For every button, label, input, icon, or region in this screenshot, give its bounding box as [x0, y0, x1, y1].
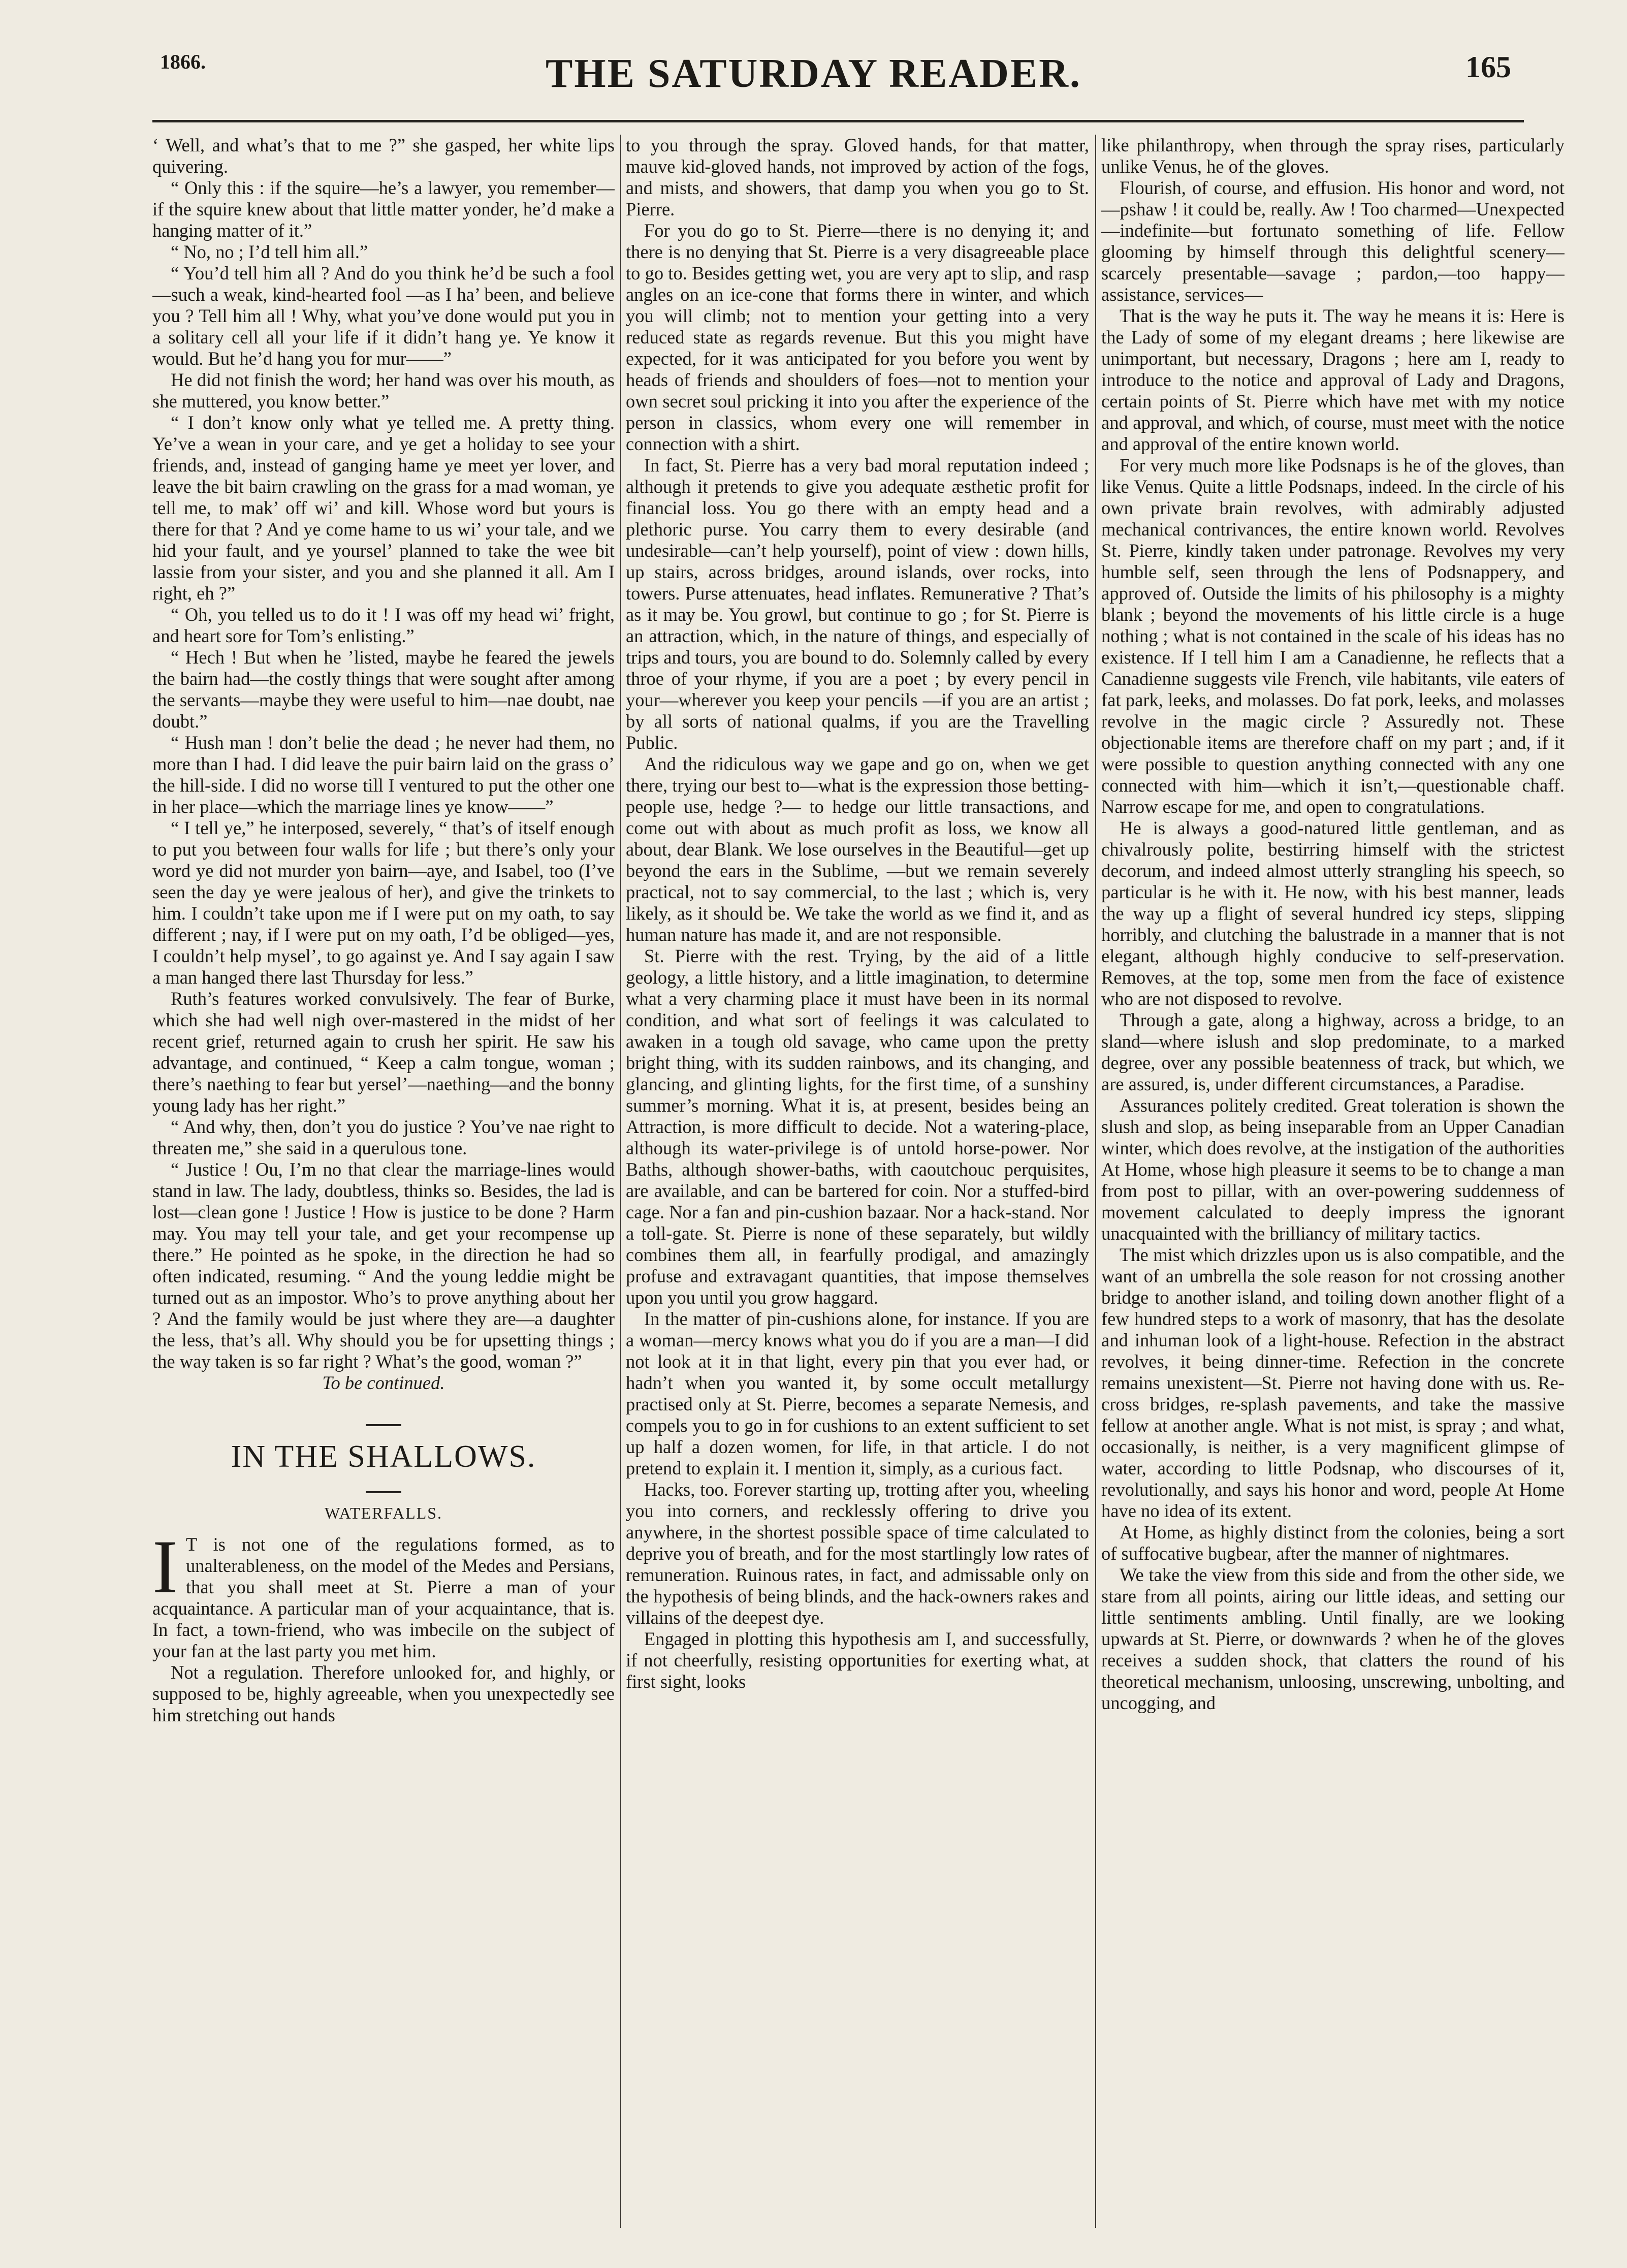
publication-title: THE SATURDAY READER. [546, 51, 1081, 96]
paragraph: to you through the spray. Gloved hands, for that matter, mauve kid-gloved hands, not improved by action of the fogs, and mists, and showers, that damp you when you go to St. Pierre. [626, 135, 1089, 219]
paragraph: “ I tell ye,” he interposed, severely, “ that’s of itself enough to put you between four walls for life ; but there’s only your word ye did not murder yon bairn—aye, and Isabel, too (I’ve seen the day ye were jealous of her), and give the trinkets to him. I couldn’t take upon me if I were put on my oath, to say different ; nay, if I were put on my oath, I’d be obliged—yes, I couldn’t help mysel’, to go against ye. And I say again I saw a man hanged there last Thursday for less.” [152, 817, 615, 988]
paragraph: Engaged in plotting this hypothesis am I, and successfully, if not cheerfully, resisting opportunities for exerting what, at first sight, looks [626, 1628, 1089, 1692]
column-2 [626, 135, 1089, 2233]
paragraph: Hacks, too. Forever starting up, trotting after you, wheeling you into corners, and recklessly offering to drive you anywhere, in the shortest possible space of time calculated to deprive you of breath, and for the most startlingly low rates of remuneration. Ruinous rates, in fact, and admissable only on the hypothesis of being blinds, and the hack-owners rakes and villains of the deepest dye. [626, 1479, 1089, 1628]
paragraph: In fact, St. Pierre has a very bad moral reputation indeed ; although it pretends to give you adequate æsthetic profit for financial loss. You go there with an empty head and a plethoric purse. You carry them to every desirable (and undesirable—can’t help yourself), point of view : down hills, up stairs, across bridges, around islands, over rocks, into towers. Purse attenuates, head inflates. Remunerative ? That’s as it may be. You growl, but continue to go ; for St. Pierre is an attraction, which, in the nature of things, and especially of trips and tours, you are bound to do. Solemnly called by every throe of your rhyme, if you are a poet ; by every pencil in your—wherever you keep your pencils —if you are an artist ; by all sorts of national qualms, if you are the Travelling Public. [626, 455, 1089, 753]
to-be-continued-note: To be continued. [322, 1372, 445, 1393]
paragraph: The mist which drizzles upon us is also compatible, and the want of an umbrella the sole reason for not crossing another bridge to another island, and toiling down another flight of a few hundred steps to a work of masonry, that has the desolate and inhuman look of a light-house. Refection in the abstract revolves, it being dinner-time. Refection in the concrete remains unexistent—St. Pierre not having done with us. Re-cross bridges, re-splash pavements, and take the massive fellow at another angle. What is not mist, is spray ; and what, occasionally, is neither, is a very magnificent glimpse of water, according to little Podsnap, who discourses of it, revolutionally, and says his honor and word, people At Home have no idea of its extent. [1101, 1244, 1565, 1521]
paragraph: like philanthropy, when through the spray rises, particularly unlike Venus, he of the gloves. [1101, 135, 1565, 177]
column-3 [1101, 135, 1565, 2233]
opening-text: T is not one of the regulations formed, as to unalterableness, on the model of the Medes and Persians, that you shall meet at St. Pierre a man of your acquaintance. A particular man of your acquaintance, that is. In fact, a town-friend, who was imbecile on the subject of your fan at the last party you met him. [152, 1534, 615, 1661]
paragraph: “ Oh, you telled us to do it ! I was off my head wi’ fright, and heart sore for Tom’s enlisting.” [152, 604, 615, 646]
paragraph: That is the way he puts it. The way he means it is: Here is the Lady of some of my elegant dreams ; here likewise are unimportant, but necessary, Dragons ; here am I, ready to introduce to the notice and approval of Lady and Dragons, certain points of St. Pierre which have met with my notice and approval, and which, of course, must meet with the notice and approval of the entire known world. [1101, 305, 1565, 454]
paragraph: Flourish, of course, and effusion. His honor and word, not—pshaw ! it could be, really. Aw ! Too charmed—Unexpected—indefinite—but fortunato something of life. Fellow glooming by himself through this delightful scenery—scarcely presentable—savage ; pardon,—too happy—assistance, services— [1101, 177, 1565, 305]
paragraph: St. Pierre with the rest. Trying, by the aid of a little geology, a little history, and a little imagination, to determine what a very charming place it must have been in its normal condition, and what sort of feelings it was calculated to awaken in a tough old savage, who came upon the pretty bright thing, with its sudden rainbows, and its changing, and glancing, and glinting lights, for the first time, of a sunshiny summer’s morning. What it is, at present, besides being an Attraction, is more difficult to decide. Not a watering-place, although its water-privilege is of untold horse-power. Nor Baths, although shower-baths, with caoutchouc perquisites, are available, and can be bartered for coin. Nor a stuffed-bird cage. Nor a fan and pin-cushion bazaar. Nor a hack-stand. Nor a toll-gate. St. Pierre is none of these separately, but wildly combines them all, in fearfully prodigal, and amazingly profuse and extravagant quantities, that impose themselves upon you until you grow haggard. [626, 946, 1089, 1308]
paragraph: “ Justice ! Ou, I’m no that clear the marriage-lines would stand in law. The lady, doubtless, thinks so. Besides, the lad is lost—clean gone ! Justice ! How is justice to be done ? Harm may. You may tell your tale, and get your recompense up there.” He pointed as he spoke, in the direction he had so often indicated, resuming. “ And the young leddie might be turned out as an impostor. Who’s to prove anything about her ? And the family would be just where they are—a daughter the less, that’s all. Why should you be for upsetting things ; the way taken is so far right ? What’s the good, woman ?” [152, 1159, 615, 1372]
subheading: WATERFALLS. [324, 1504, 443, 1522]
paragraph: We take the view from this side and from the other side, we stare from all points, airing our little ideas, and setting our little sentiments ambling. Until finally, are we looking upwards at St. Pierre, or downwards ? when he of the gloves receives a sudden shock, that clatters the round of his theoretical mechanism, unloosing, unscrewing, unbolting, and uncogging, and [1101, 1564, 1565, 1713]
header-rule [152, 120, 1524, 122]
paragraph: He did not finish the word; her hand was over his mouth, as she muttered, you know better.” [152, 369, 615, 412]
paragraph: Not a regulation. Therefore unlooked for, and highly, or supposed to be, highly agreeable, when you unexpectedly see him stretching out hands [152, 1662, 615, 1725]
masthead [0, 0, 1627, 127]
paragraph: ‘ Well, and what’s that to me ?” she gasped, her white lips quivering. [152, 135, 615, 177]
subhead-rule [366, 1491, 401, 1493]
paragraph: Ruth’s features worked convulsively. The fear of Burke, which she had well nigh over-mastered in the midst of her recent grief, returned again to crush her spirit. He saw his advantage, and continued, “ Keep a calm tongue, woman ; there’s naething to fear but yersel’—naething—and the bonny young lady has her right.” [152, 988, 615, 1116]
paragraph: And the ridiculous way we gape and go on, when we get there, trying our best to—what is the expression those betting-people use, hedge ?— to hedge our little transactions, and come out with about as much profit as loss, we know all about, dear Blank. We lose ourselves in the Beautiful—get up beyond the ears in the Sublime, —but we remain severely practical, not to say commercial, to the last ; which is, very likely, as it should be. We take the world as we find it, and as human nature has made it, and are not responsible. [626, 753, 1089, 945]
section-rule [366, 1424, 401, 1426]
paragraph: “ No, no ; I’d tell him all.” [171, 241, 368, 262]
paragraph: “ And why, then, don’t you do justice ? You’ve nae right to threaten me,” she said in a querulous tone. [152, 1116, 615, 1158]
drop-cap: I [152, 1525, 178, 1609]
section-title: IN THE SHALLOWS. [231, 1439, 536, 1474]
paragraph: Assurances politely credited. Great toleration is shown the slush and slop, as being inseparable from an Upper Canadian winter, which does revolve, at the instigation of the authorities At Home, whose high pleasure it seems to be to change a man from post to pillar, with an over-powering suddenness of movement calculated to deeply impress the ignorant unacquainted with the brilliancy of military tactics. [1101, 1095, 1565, 1244]
column-1 [152, 135, 615, 2233]
column-divider [1095, 135, 1096, 2228]
paragraph: For very much more like Podsnaps is he of the gloves, than like Venus. Quite a little Podsnaps, indeed. In the circle of his own private brain revolves, with admirably adjusted mechanical contrivances, the entire known world. Revolves St. Pierre, kindly taken under patronage. Revolves my very humble self, seen through the lens of Podsnappery, and approved of. Outside the limits of his philosophy is a mighty blank ; beyond the movements of his little circle is a huge nothing ; what is not contained in the scale of his ideas has no existence. If I tell him I am a Canadienne, he reflects that a Canadienne suggests vile French, vile habitants, vile eaters of fat park, leeks, and molasses. Do fat pork, leeks, and molasses revolve in the magic circle ? Assuredly not. These objectionable items are therefore chaff on my part ; and, if it were possible to question anything connected with any one connected with him—which it isn’t,—questionable chaff. Narrow escape for me, and open to congratulations. [1101, 455, 1565, 817]
paragraph: At Home, as highly distinct from the colonies, being a sort of suffocative bugbear, after the manner of nightmares. [1101, 1522, 1565, 1564]
paragraph: For you do go to St. Pierre—there is no denying it; and there is no denying that St. Pierre is a very disagreeable place to go to. Besides getting wet, you are very apt to slip, and rasp angles on an ice-cone that forms there in winter, and which you will climb; not to mention your getting into a very reduced state as regards revenue. But this you might have expected, for it was anticipated for you before you went by heads of friends and shoulders of foes—not to mention your own secret soul pricking it into you after the experience of the person in classics, whom every one will remember in connection with a shirt. [626, 220, 1089, 454]
paragraph: “ Only this : if the squire—he’s a lawyer, you remember—if the squire knew about that little matter yonder, he’d make a hanging matter of it.” [152, 177, 615, 241]
paragraph: He is always a good-natured little gentleman, and as chivalrously polite, bestirring himself with the strictest decorum, and indeed almost utterly strangling his speech, so particular is he with it. He now, with his best manner, leads the way up a flight of several hundred icy steps, slipping horribly, and clutching the balustrade in a manner that is not elegant, although highly conducive to self-preservation. Removes, at the top, some men from the face of existence who are not disposed to revolve. [1101, 817, 1565, 1009]
page-number: 165 [1465, 50, 1511, 84]
issue-year: 1866. [160, 50, 206, 73]
paragraph: “ I don’t know only what ye telled me. A pretty thing. Ye’ve a wean in your care, and ye get a holiday to see your friends, and, instead of ganging hame ye meet yer lover, and leave the bit bairn crawling on the grass for a mad woman, ye tell me, to mak’ off wi’ and kill. Whose word but yours is there for that ? And ye come hame to us wi’ your tale, and we hid your fault, and ye yoursel’ planned to take the wee bit lassie from your sister, and you and she planned it all. Am I right, eh ?” [152, 412, 615, 604]
paragraph: Through a gate, along a highway, across a bridge, to an sland—where islush and slop predominate, to a marked degree, over any possible beatenness of track, but which, we are assured, is, under different circumstances, a Paradise. [1101, 1010, 1565, 1094]
paragraph: “ Hech ! But when he ’listed, maybe he feared the jewels the bairn had—the costly things that were sought after among the servants—maybe they were useful to him—nae doubt, nae doubt.” [152, 647, 615, 732]
paragraph: “ You’d tell him all ? And do you think he’d be such a fool—such a weak, kind-hearted fool —as I ha’ been, and believe you ? Tell him all ! Why, what you’ve done would put you in a solitary cell all your life if it didn’t hang ye. Ye know it would. But he’d hang you for mur——” [152, 263, 615, 369]
paragraph: In the matter of pin-cushions alone, for instance. If you are a woman—mercy knows what you do if you are a man—I did not look at it in that light, every pin that you ever had, or hadn’t when you wanted it, by some occult metallurgy practised only at St. Pierre, becomes a separate Nemesis, and compels you to go in for cushions to an extent sufficient to set up half a dozen women, for life, in that article. I do not pretend to explain it. I mention it, simply, as a curious fact. [626, 1308, 1089, 1478]
opening-paragraph [152, 1525, 615, 1662]
column-divider [620, 135, 621, 2228]
paragraph: “ Hush man ! don’t belie the dead ; he never had them, no more than I had. I did leave the puir bairn laid on the grass o’ the hill-side. I did no worse till I ventured to put the other one in her place—which the marriage lines ye know——” [152, 732, 615, 817]
